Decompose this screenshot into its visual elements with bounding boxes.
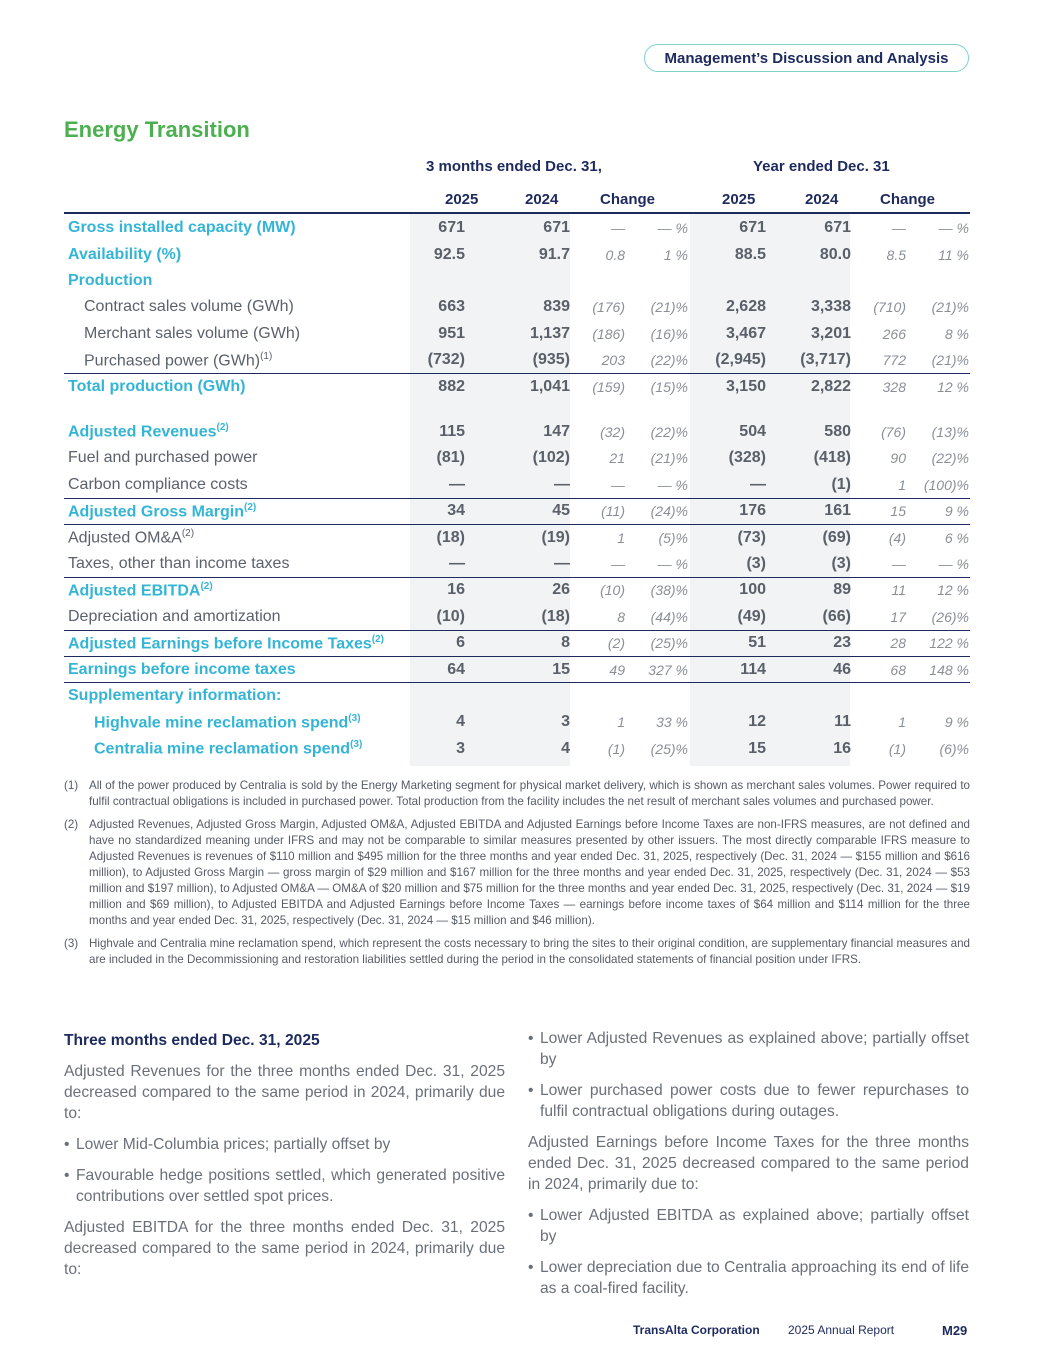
cell-value: (44)% [650,608,688,625]
cell-value: 1,137 [529,324,570,342]
cell-value: 15 [552,660,570,678]
cell-value: 3,467 [725,324,766,342]
cell-value: 8.5 [886,246,906,263]
table-row [64,736,970,762]
table-row [64,215,970,241]
cell-value: 671 [824,219,851,237]
row-label: Contract sales volume (GWh) [84,298,294,316]
cell-value: 671 [739,219,766,237]
cell-value: 91.7 [538,245,570,263]
cell-value: 6 % [944,529,969,546]
cell-value: (5)% [658,529,688,546]
row-label: Depreciation and amortization [68,607,281,625]
cell-value: 8 [617,608,625,625]
cell-value: 176 [739,502,766,520]
cell-value: (66) [822,607,851,625]
list-item: • Favourable hedge positions settled, which generated positive contributions over settled spot prices. [64,1167,505,1205]
cell-value: 21 [609,450,625,467]
cell-value: (38)% [650,582,688,599]
cell-value: (26)% [931,608,969,625]
paragraph: Adjusted Revenues for the three months ended Dec. 31, 2025 decreased compared to the same period in 2024, primarily due to: [64,1063,505,1122]
cell-value: 951 [438,324,465,342]
cell-value: (25)% [650,740,688,757]
cell-value: 46 [833,660,851,678]
cell-value: — [611,555,625,572]
cell-value: — [611,476,625,493]
cell-value: (22)% [650,423,688,440]
cell-value: (1) [831,475,851,493]
cell-value: 0.8 [605,246,625,263]
row-label: Adjusted Revenues$^{(2)}$ [68,422,229,441]
cell-value: (25)% [650,635,688,652]
cell-value: (3) [746,554,766,572]
cell-value: 266 [882,325,906,342]
cell-value: (73) [737,528,766,546]
cell-value: (21)% [931,299,969,316]
cell-value: — % [938,555,969,572]
cell-value: 328 [882,378,906,395]
cell-value: 327 % [648,661,688,678]
header-3-months: 3 months ended Dec. 31, [426,158,602,175]
cell-value: 1 % [663,246,688,263]
cell-value: 51 [748,634,766,652]
cell-value: 671 [543,219,570,237]
cell-value: (186) [592,325,625,342]
header-change-y: Change [880,191,936,208]
cell-value: 88.5 [734,245,766,263]
list-item: • Lower purchased power costs due to fewer repurchases to fulfil contractual obligations during outages. [528,1082,969,1120]
cell-value: — [554,475,570,493]
cell-value: (159) [592,378,625,395]
cell-value: 4 [456,713,465,731]
cell-value: (418) [813,449,851,467]
row-label: Gross installed capacity (MW) [68,219,296,237]
cell-value: 68 [890,661,906,678]
table-row [64,268,970,294]
header-2025-q: 2025 [445,191,479,208]
table-row [64,321,970,347]
cell-value: — [449,554,465,572]
cell-value: 8 [561,634,570,652]
cell-value: 80.0 [819,245,851,263]
cell-value: (16)% [650,325,688,342]
row-label: Adjusted Earnings before Income Taxes$^{(2)}$ [68,633,385,652]
cell-value: 1 [898,714,906,731]
list-item: • Lower Mid-Columbia prices; partially offset by [64,1136,391,1153]
header-change-q: Change [600,191,656,208]
table-row [64,373,970,399]
section-pill: Management’s Discussion and Analysis [644,44,969,72]
cell-value: 3 [561,713,570,731]
cell-value: 23 [833,634,851,652]
cell-value: (49) [737,607,766,625]
cell-value: — [892,220,906,237]
cell-value: (710) [873,299,906,316]
row-label: Carbon compliance costs [68,475,248,493]
cell-value: (732) [427,351,465,369]
cell-value: (18) [436,528,465,546]
cell-value: 100 [739,581,766,599]
cell-value: 1 [617,529,625,546]
cell-value: 64 [447,660,465,678]
list-item: • Lower Adjusted EBITDA as explained above; partially offset by [528,1207,969,1245]
table-row [64,347,970,373]
header-2025-y: 2025 [722,191,756,208]
cell-value: 1 [617,714,625,731]
cell-value: (10) [600,582,625,599]
cell-value: 12 [748,713,766,731]
cell-value: — [892,555,906,572]
cell-value: 49 [609,661,625,678]
cell-value: 580 [824,422,851,440]
table-row [64,683,970,709]
cell-value: 2,628 [725,298,766,316]
row-label: Fuel and purchased power [68,449,258,467]
cell-value: 772 [882,352,906,369]
cell-value: 663 [438,298,465,316]
cell-value: 92.5 [433,245,465,263]
header-2024-y: 2024 [805,191,839,208]
cell-value: 3,150 [725,377,766,395]
cell-value: — % [657,555,688,572]
cell-value: 6 [456,634,465,652]
cell-value: (10) [436,607,465,625]
cell-value: 11 [834,713,851,731]
cell-value: 3,201 [810,324,851,342]
cell-value: 11 [891,582,906,599]
cell-value: 671 [438,219,465,237]
body-heading: Three months ended Dec. 31, 2025 [64,1032,320,1049]
header-year: Year ended Dec. 31 [753,158,890,175]
cell-value: 12 % [937,582,969,599]
cell-value: 33 % [656,714,688,731]
cell-value: — [449,475,465,493]
table-row [64,577,970,603]
cell-value: (13)% [931,423,969,440]
row-label: Adjusted Gross Margin$^{(2)}$ [68,501,257,520]
cell-value: (6)% [939,740,969,757]
cell-value: 16 [447,581,465,599]
row-label: Supplementary information: [68,686,282,704]
row-label: Merchant sales volume (GWh) [84,324,301,342]
table-row [64,604,970,630]
cell-value: 45 [552,502,570,520]
cell-value: (3) [831,554,851,572]
cell-value: (935) [532,351,570,369]
footer-company: TransAlta Corporation [633,1323,760,1337]
table-row [64,241,970,267]
footnotes [64,778,970,975]
footer-page-number: M29 [942,1323,968,1338]
cell-value: 148 % [929,661,969,678]
cell-value: 1,041 [529,377,570,395]
cell-value: — [611,220,625,237]
cell-value: (176) [592,299,625,316]
cell-value: 8 % [944,325,969,342]
cell-value: (3,717) [800,351,851,369]
cell-value: — [750,475,766,493]
cell-value: 12 % [937,378,969,395]
row-label: Adjusted $OM\&A^{(2)}$ [68,527,195,547]
table-row [64,524,970,550]
cell-value: (76) [881,423,906,440]
paragraph: Adjusted Earnings before Income Taxes for the three months ended Dec. 31, 2025 decreased compared to the same period in 2024, primarily due to: [528,1134,969,1193]
cell-value: (18) [541,607,570,625]
list-item: • Lower depreciation due to Centralia approaching its end of life as a coal-fired facility. [528,1259,969,1297]
table-row [64,498,970,524]
row-label: Total production (GWh) [68,377,246,395]
rule [64,212,970,214]
row-label: Purchased power (GWh)$^{(1)}$ [84,350,273,369]
row-label: Production [68,271,153,289]
cell-value: 26 [552,581,570,599]
cell-value: — % [657,476,688,493]
cell-value: 4 [561,739,570,757]
paragraph: Adjusted EBITDA for the three months ended Dec. 31, 2025 decreased compared to the same period in 2024, primarily due to: [64,1219,505,1278]
table-row [64,419,970,445]
page-title: Energy Transition [64,117,250,142]
cell-value: 16 [833,739,851,757]
table-row [64,656,970,682]
cell-value: 15 [748,739,766,757]
footer-report: 2025 Annual Report [788,1323,895,1337]
cell-value: 34 [447,502,465,520]
cell-value: (81) [436,449,465,467]
cell-value: 147 [543,422,570,440]
cell-value: 3 [456,739,465,757]
row-label: Centralia mine reclamation spend$^{(3)}$ [94,739,363,758]
row-label: Highvale mine reclamation spend$^{(3)}$ [94,712,361,732]
cell-value: (22)% [931,450,969,467]
cell-value: (328) [728,449,766,467]
row-label: Adjusted EBITDA$^{(2)}$ [68,580,213,600]
cell-value: — [554,554,570,572]
cell-value: 203 [601,352,625,369]
cell-value: (22)% [650,352,688,369]
cell-value: 839 [543,298,570,316]
cell-value: (1) [888,740,906,757]
cell-value: (2) [607,635,625,652]
header-2024-q: 2024 [525,191,559,208]
cell-value: 161 [824,502,851,520]
table-row [64,709,970,735]
cell-value: 114 [740,660,766,678]
cell-value: 504 [739,422,766,440]
row-label: Taxes, other than income taxes [68,554,290,572]
table-row [64,445,970,471]
cell-value: 17 [890,608,906,625]
table-row [64,551,970,577]
cell-value: 28 [890,635,906,652]
cell-value: (32) [600,423,625,440]
footnote-3: (3) Highvale and Centralia mine reclamation spend, which represent the costs necessary to bring the sites to their original condition, are supplementary financial measures and are included in the Decommissioning and restoration liabilities settled during the period in the consolidated statements of financial position under IFRS. [64,937,970,966]
cell-value: 9 % [944,503,969,520]
cell-value: 2,822 [810,377,851,395]
cell-value: (21)% [650,450,688,467]
cell-value: 11 % [938,246,969,263]
cell-value: 115 [439,422,465,440]
cell-value: (102) [532,449,570,467]
cell-value: — % [657,220,688,237]
footnote-2: (2) Adjusted Revenues, Adjusted Gross Margin, Adjusted OM&A, Adjusted EBITDA and Adjusted Earnings before Income Taxes are non-IFRS measures, are not defined and have no standardized meaning under IFRS and may not be comparable to similar measures presented by other issuers. The most directly comparable IFRS measure to Adjusted Revenues is revenues of $110 million and $495 million for the three months and year ended Dec. 31, 2025, respectively (Dec. 31, 2024 — $155 million and $616 million), to Adjusted Gross Margin — gross margin of $29 million and $167 million for the three months and year ended Dec. 31, 2025, respectively (Dec. 31, 2024 — $53 million and $197 million), to Adjusted OM&A — OM&A of $20 million and $75 million for the three months and year ended Dec. 31, 2025, respectively (Dec. 31, 2024 — $19 million and $69 million), to Adjusted EBITDA and Adjusted Earnings before Income Taxes — earnings before income taxes of $64 million and $114 million for the three months and year ended Dec. 31, 2025, respectively (Dec. 31, 2024 — $15 million and $46 million). [64,818,970,927]
cell-value: (19) [541,528,570,546]
list-item: • Lower Adjusted Revenues as explained above; partially offset by [528,1030,969,1068]
cell-value: 122 % [929,635,969,652]
cell-value: (100)% [923,476,969,493]
table-row [64,630,970,656]
cell-value: 882 [438,377,465,395]
row-label: Earnings before income taxes [68,660,296,678]
cell-value: 90 [890,450,906,467]
left-column [64,1030,505,1290]
cell-value: (69) [822,528,851,546]
cell-value: (2,945) [715,351,766,369]
cell-value: 3,338 [810,298,851,316]
cell-value: (21)% [931,352,969,369]
cell-value: (1) [607,740,625,757]
cell-value: (15)% [650,378,688,395]
row-label: Availability (%) [68,245,182,263]
cell-value: 89 [833,581,851,599]
cell-value: 9 % [944,714,969,731]
cell-value: (21)% [650,299,688,316]
table-row [64,294,970,320]
cell-value: (4) [888,529,906,546]
right-column [528,1028,969,1309]
cell-value: (24)% [650,503,688,520]
cell-value: 1 [898,476,906,493]
cell-value: 15 [890,503,906,520]
cell-value: (11) [601,503,625,520]
table-row [64,472,970,498]
cell-value: — % [938,220,969,237]
footnote-1: (1) All of the power produced by Centralia is sold by the Energy Marketing segment for physical market delivery, which is shown as merchant sales volumes. Power required to fulfil contractual obligations is included in purchased power. Total production from the facility includes the net result of merchant sales volumes and purchased power. [64,779,970,808]
